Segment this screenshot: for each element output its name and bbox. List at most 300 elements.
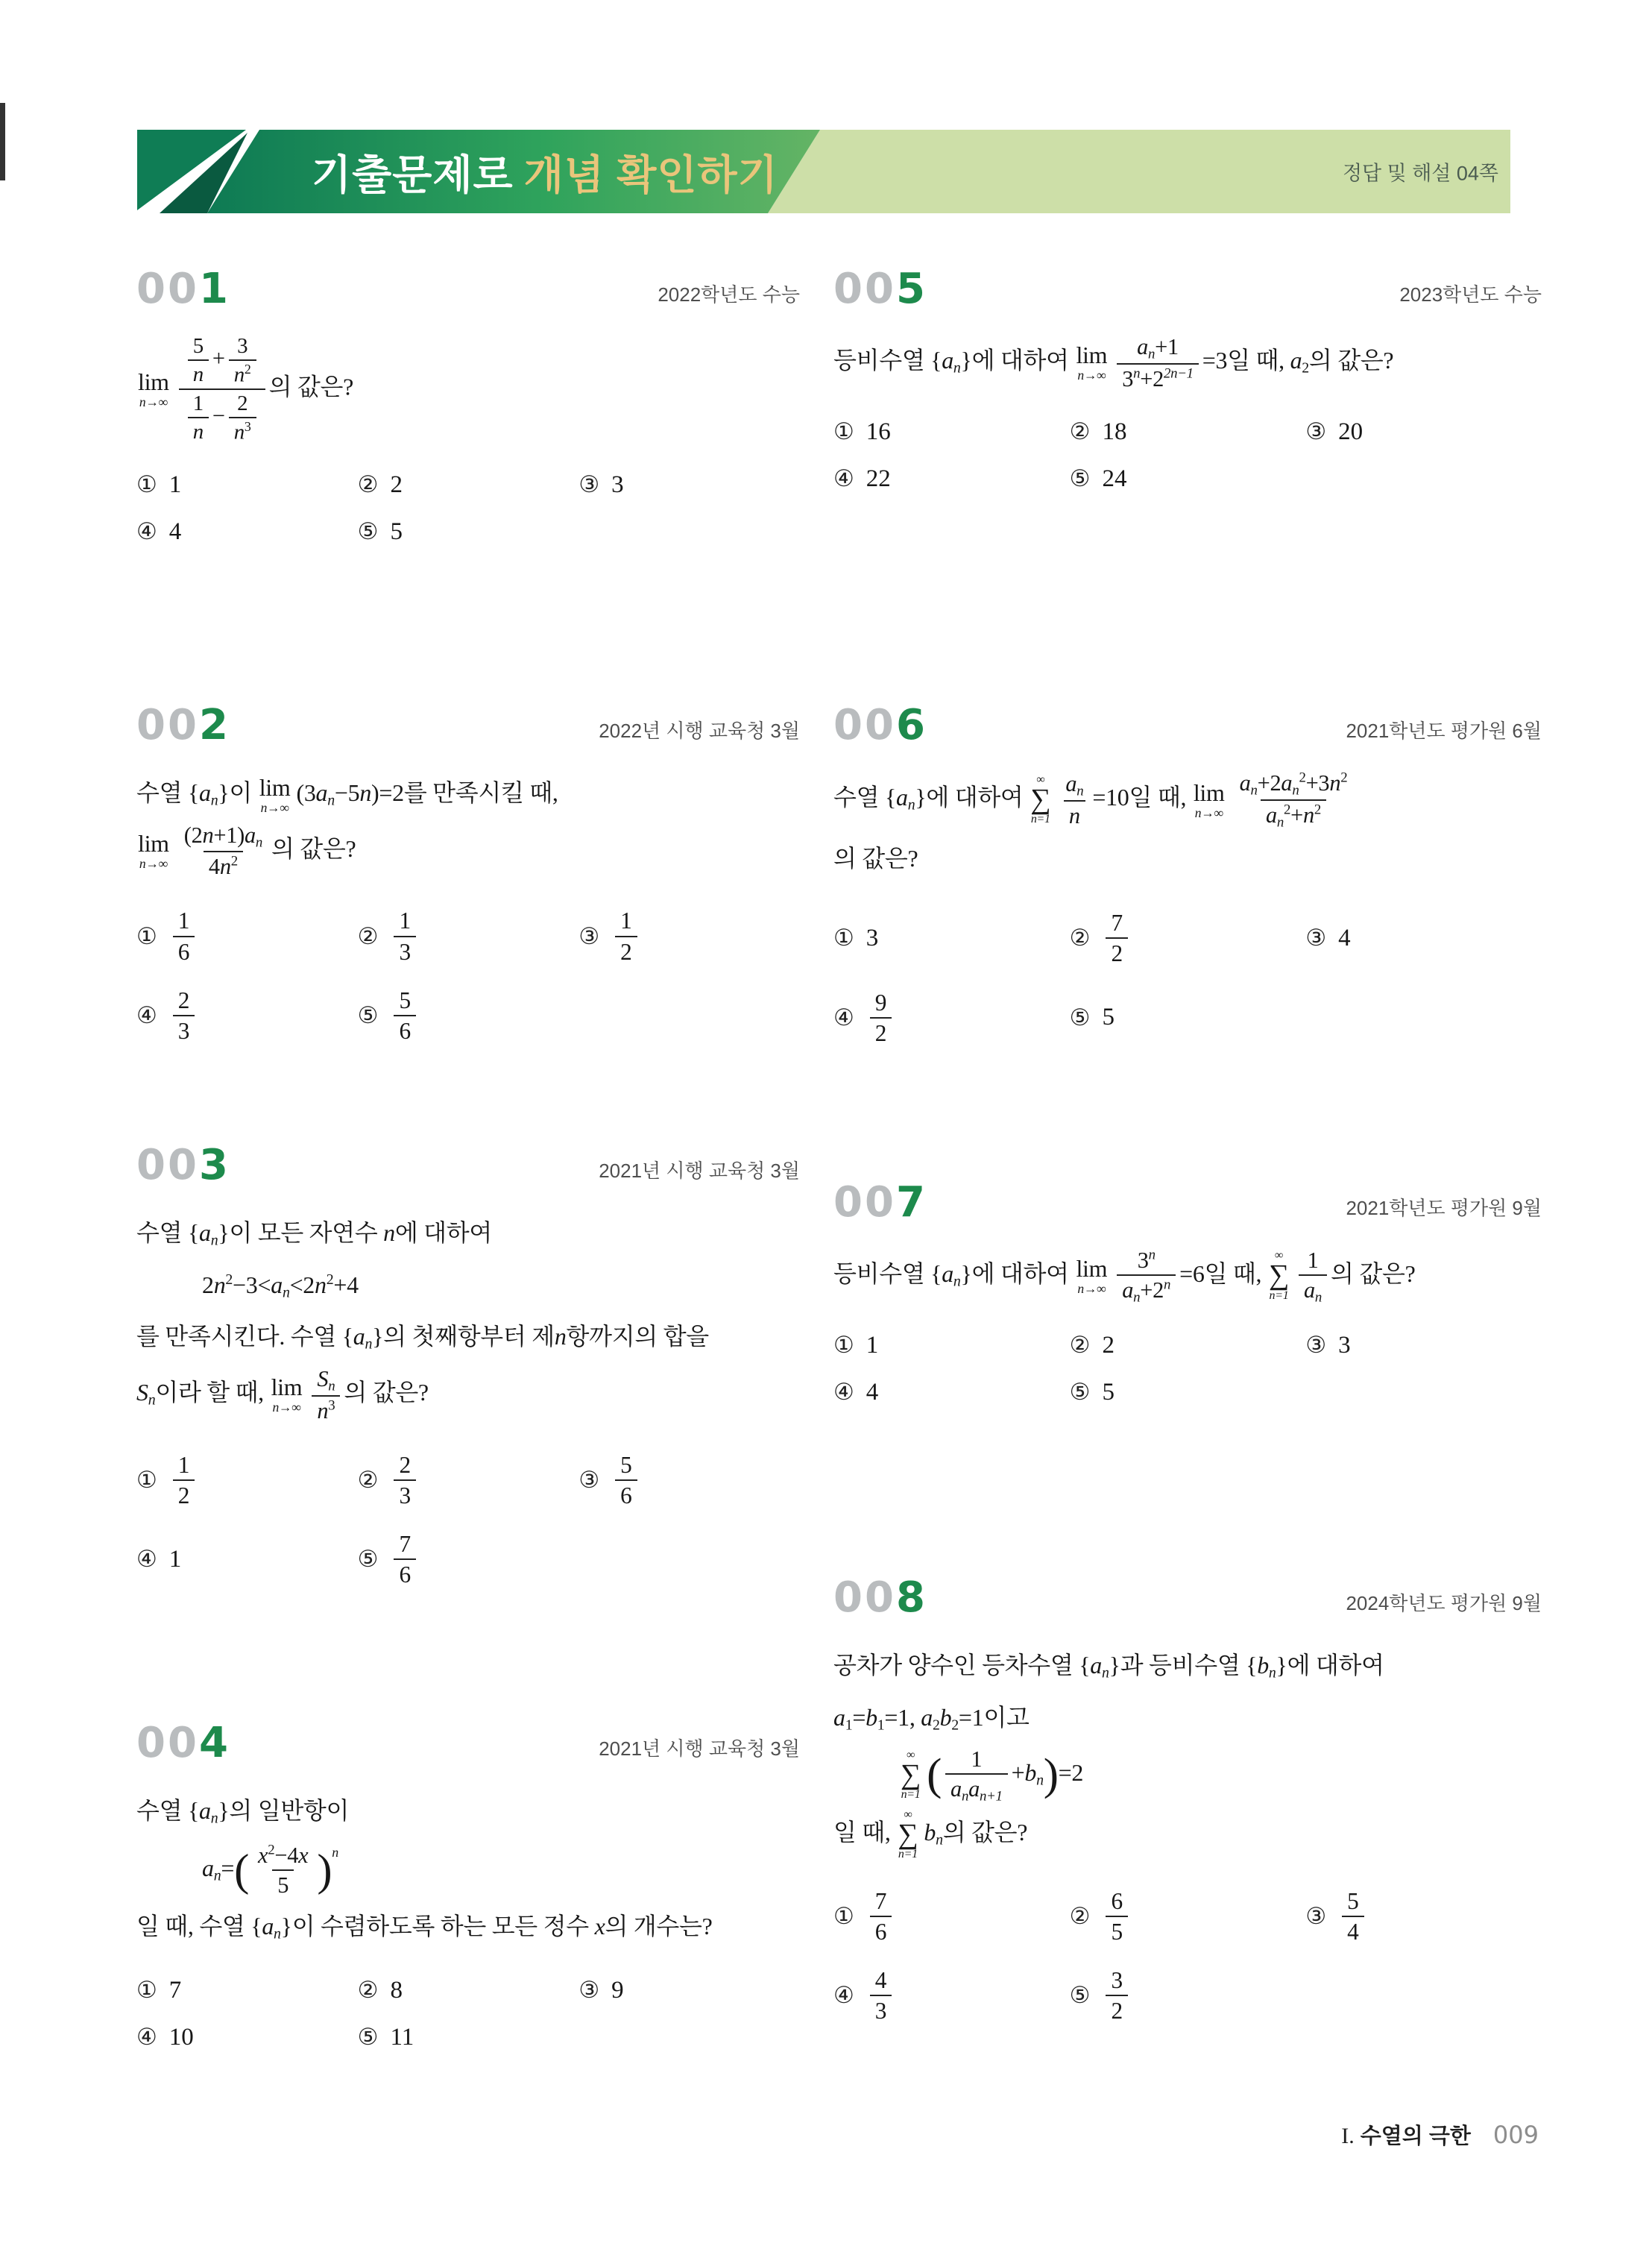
option-circled-number: ② [357, 922, 379, 950]
problem-line [833, 1808, 1542, 1861]
problem-line [136, 1209, 800, 1258]
problem-header [833, 265, 1542, 313]
math-limit [271, 1375, 303, 1415]
math-roman: 5 [1111, 1918, 1123, 1945]
math-sub: n [1148, 346, 1156, 362]
math-italic: x [594, 1913, 605, 1940]
math-italic: n [233, 362, 245, 387]
math-roman: +1) [213, 822, 245, 848]
fraction-numerator [394, 986, 416, 1015]
fraction-denominator [1261, 799, 1326, 831]
option [136, 518, 358, 546]
fraction-denominator [1299, 1274, 1327, 1306]
math-sub: 2 [951, 1717, 959, 1734]
problem-line [899, 1745, 1542, 1805]
problem-number-digit: 8 [895, 1573, 927, 1622]
option-value [1102, 1004, 1115, 1031]
option [1305, 418, 1542, 446]
option-circled-number: ⑤ [1069, 1004, 1091, 1031]
math-summation [898, 1809, 918, 1861]
option [358, 1977, 579, 2004]
option [833, 1966, 1070, 2025]
fraction-numerator [1132, 1246, 1161, 1274]
math-roman: 7 [399, 1530, 412, 1557]
text-run: 등비수열 [833, 1259, 931, 1287]
header-banner [0, 128, 1652, 215]
problem-005 [833, 265, 1542, 493]
option-circled-number: ② [357, 471, 379, 499]
problem-003 [136, 1141, 800, 1589]
option-value [390, 1450, 420, 1510]
math-roman: <2 [289, 1271, 315, 1298]
big-parenthesis: ) [1043, 1749, 1059, 1800]
math-italic: n [192, 420, 204, 444]
math-italic: n [1068, 803, 1080, 829]
option [358, 471, 579, 499]
math-italic: a [1090, 1652, 1102, 1679]
math-italic: a [1239, 770, 1251, 796]
problem-number-digit: 2 [198, 701, 230, 749]
option-value [1338, 1887, 1368, 1946]
math-roman: 16 [866, 418, 891, 445]
math-summation [901, 1749, 921, 1802]
fraction-numerator [615, 906, 637, 935]
text-run: 의 일반항이 [229, 1797, 350, 1824]
math-sup: n [1133, 365, 1141, 382]
math-roman: +4 [333, 1271, 359, 1298]
option [1070, 908, 1306, 968]
option [1305, 908, 1542, 968]
option-value [390, 1529, 420, 1589]
fraction-denominator [1106, 1916, 1128, 1946]
math-fraction [1106, 1887, 1128, 1946]
option-circled-number: ② [1069, 418, 1091, 446]
sum-lower: n=1 [1030, 813, 1050, 826]
fraction-numerator [1060, 770, 1088, 800]
math-roman: +2 [1140, 1277, 1164, 1303]
option-value [1102, 1332, 1115, 1359]
math-sub: n [210, 1232, 218, 1249]
problem-options [833, 1887, 1542, 2026]
math-sub: n [907, 796, 915, 814]
problem-line [136, 1365, 800, 1425]
page-footer [1341, 2119, 1539, 2150]
option-circled-number: ③ [1305, 925, 1327, 952]
problem-line [202, 1261, 800, 1310]
math-fraction [179, 821, 268, 881]
math-sup: 2 [225, 1271, 233, 1288]
option-value [390, 2024, 414, 2051]
problem-options [833, 1332, 1542, 1406]
fraction-denominator [312, 1395, 340, 1425]
text-run: 의 값은? [268, 373, 354, 400]
text-run: 일 때, [1129, 784, 1192, 811]
math-fraction [1299, 1246, 1327, 1306]
math-sup: 2 [1299, 770, 1306, 786]
math-fraction [1060, 770, 1088, 830]
math-sub: n [210, 792, 218, 809]
option-circled-number: ① [833, 418, 854, 446]
fraction-numerator [173, 986, 195, 1015]
math-roman: =1, [884, 1703, 921, 1731]
math-italic: n [359, 779, 372, 806]
option-circled-number: ④ [136, 1546, 157, 1573]
text-run: 에 대하여 [971, 346, 1075, 374]
math-fraction [179, 333, 265, 446]
problem-001 [136, 265, 800, 546]
math-fraction [188, 333, 209, 388]
math-italic: a [950, 1776, 962, 1802]
math-sub: 2 [1302, 359, 1309, 377]
math-roman: 7 [1111, 910, 1123, 937]
option [833, 465, 1070, 493]
math-italic: b [924, 1819, 936, 1846]
math-roman: { [1079, 1652, 1091, 1679]
math-roman: 1 [1307, 1248, 1319, 1273]
math-roman: 7 [168, 1976, 182, 2004]
math-sup: 2n−1 [1164, 365, 1194, 382]
math-roman: 5 [399, 987, 412, 1013]
text-run: 일 때, [833, 1819, 897, 1846]
math-sup: 2 [268, 1842, 275, 1858]
option [136, 1529, 358, 1589]
big-parenthesis: ) [317, 1845, 332, 1896]
text-run: 의 값은? [271, 834, 356, 862]
problem-source-label: 2022년 시행 교육청 3월 [599, 720, 800, 742]
big-parenthesis: ( [234, 1845, 250, 1896]
math-roman: =1 [958, 1703, 984, 1731]
option-value [1102, 1966, 1132, 2025]
footer-chapter-roman: I. [1341, 2124, 1355, 2148]
math-sub: n [210, 1810, 218, 1827]
text-run: 항까지의 합을 [566, 1323, 709, 1350]
fraction-numerator [253, 1841, 313, 1869]
option-value [1338, 418, 1363, 446]
math-fraction [870, 1887, 892, 1946]
text-run: 에 대하여 [971, 1259, 1075, 1287]
math-roman: =6 [1179, 1259, 1205, 1287]
option-value [866, 418, 891, 446]
math-roman: 4 [866, 1378, 879, 1406]
math-italic: a [921, 1703, 933, 1731]
fraction-numerator [1106, 908, 1128, 937]
problem-body [136, 333, 800, 446]
math-roman: − [212, 403, 225, 429]
fraction-denominator [394, 936, 416, 966]
math-sub: n [953, 359, 961, 377]
math-roman: 1 [168, 471, 182, 498]
option [358, 986, 579, 1045]
math-fraction [1235, 769, 1353, 831]
text-run: 이라 할 때, [155, 1378, 270, 1406]
option-circled-number: ② [1069, 1902, 1091, 1930]
math-roman: +1 [1155, 334, 1179, 359]
fraction-numerator [1342, 1887, 1364, 1916]
fraction-denominator [615, 1479, 637, 1510]
limit-label: lim [1193, 778, 1225, 806]
problem-line [833, 333, 1542, 393]
math-sub: n [255, 834, 262, 850]
option-circled-number: ① [833, 1332, 854, 1359]
math-roman: 18 [1102, 418, 1127, 445]
option-value [866, 1379, 879, 1406]
math-italic: a [271, 1271, 283, 1298]
option [358, 906, 579, 966]
sum-sigma: ∑ [1030, 783, 1051, 815]
fraction-numerator [394, 906, 416, 935]
math-roman: 24 [1102, 465, 1127, 492]
problem-number [833, 1178, 927, 1227]
math-roman: 2 [1102, 1331, 1115, 1359]
math-roman: 3 [874, 1998, 887, 2025]
footer-page-number: 009 [1492, 2121, 1539, 2149]
limit-subscript: n→∞ [272, 1399, 301, 1415]
fraction-numerator [1302, 1246, 1324, 1274]
math-roman: 2 [390, 471, 403, 498]
math-roman: 2 [177, 987, 190, 1013]
math-italic: a [199, 1797, 211, 1824]
math-roman: 3 [866, 924, 879, 951]
text-run: 에 대하여 [394, 1219, 493, 1246]
option [358, 2024, 579, 2051]
math-roman: { [187, 1219, 199, 1246]
text-run: 일 때, 수열 [136, 1913, 251, 1940]
option-circled-number: ① [833, 925, 854, 952]
math-sup: 3 [244, 419, 251, 435]
math-roman: 6 [874, 1918, 887, 1945]
problem-number [833, 701, 927, 749]
math-italic: n [317, 1397, 329, 1423]
math-roman: 3 [177, 1017, 190, 1044]
text-run: 의 값은? [1331, 1259, 1416, 1287]
option-value [169, 1546, 182, 1573]
math-italic: a [1122, 1277, 1134, 1303]
text-run: 일 때, [1227, 346, 1290, 374]
math-roman: 2 [237, 391, 248, 415]
problem-source-label: 2023학년도 수능 [1399, 283, 1542, 306]
option-circled-number: ⑤ [1069, 1379, 1091, 1406]
math-limit [138, 370, 169, 409]
problem-header [136, 1141, 800, 1189]
math-fraction [173, 986, 195, 1045]
math-sup: 2 [244, 362, 251, 377]
fraction-denominator [394, 1015, 416, 1045]
problem-header [136, 265, 800, 313]
math-fraction [1342, 1887, 1364, 1946]
math-sub: n [365, 1336, 373, 1353]
math-sub: n [953, 1273, 961, 1290]
math-italic: a [942, 1259, 953, 1287]
math-roman: 1 [192, 391, 204, 416]
math-fraction [870, 1966, 892, 2025]
option [358, 518, 579, 546]
fraction-numerator [179, 821, 268, 852]
option-circled-number: ③ [578, 471, 600, 499]
math-roman: −4 [274, 1843, 299, 1869]
option [136, 906, 358, 966]
problem-number [136, 1141, 230, 1189]
math-roman: (3 [296, 779, 316, 806]
sum-lower: n=1 [1269, 1289, 1289, 1302]
math-roman: 6 [1111, 1887, 1123, 1914]
math-roman: 3 [611, 471, 624, 498]
problem-008 [833, 1573, 1542, 2025]
fraction-denominator [179, 388, 265, 446]
option-value [866, 465, 891, 493]
fraction-denominator [173, 936, 195, 966]
option-circled-number: ③ [1305, 1902, 1327, 1930]
problem-options [833, 908, 1542, 1048]
math-roman: + [1290, 802, 1303, 828]
problem-number [833, 265, 927, 313]
math-roman: } [1109, 1652, 1120, 1679]
problem-body [833, 769, 1542, 883]
option-circled-number: ② [1069, 925, 1091, 952]
fraction-denominator [188, 359, 209, 388]
text-run: 를 만족시킬 때, [403, 779, 558, 806]
math-roman: 20 [1338, 418, 1363, 445]
problem-line [136, 1787, 800, 1836]
math-roman: 2 [1111, 1998, 1123, 2025]
option [833, 1887, 1070, 1946]
fraction-numerator [188, 333, 209, 359]
math-limit [1193, 778, 1225, 820]
banner-title-gold: 개념 확인하기 [523, 151, 778, 198]
sum-sigma: ∑ [901, 1758, 921, 1790]
math-italic: x [298, 1843, 309, 1869]
problem-source-label: 2024학년도 평가원 9월 [1346, 1592, 1542, 1614]
problem-line [202, 1839, 800, 1900]
fraction-denominator [870, 1017, 892, 1048]
problem-number-prefix: 00 [833, 1178, 896, 1227]
option [136, 986, 358, 1045]
option [833, 418, 1070, 446]
fraction-denominator [1106, 1995, 1128, 2025]
math-sub: n [1276, 814, 1284, 831]
text-run: 공차가 양수인 등차수열 [833, 1652, 1079, 1679]
fraction-numerator [1132, 333, 1184, 363]
math-roman: −3< [233, 1271, 271, 1298]
math-italic: a [942, 346, 953, 374]
math-italic: a [968, 1776, 980, 1802]
math-roman: 2 [620, 938, 632, 965]
problem-options [136, 906, 800, 1045]
math-italic: n [554, 1323, 567, 1350]
text-run: 이고 [983, 1703, 1030, 1731]
fraction-denominator [870, 1995, 892, 2025]
option-value [169, 1450, 199, 1510]
problem-line [833, 1246, 1542, 1306]
math-italic: a [1281, 770, 1293, 796]
option-circled-number: ⑤ [357, 518, 379, 546]
problem-body [833, 1246, 1542, 1306]
math-fraction [173, 906, 195, 966]
option-circled-number: ② [1069, 1332, 1091, 1359]
problem-body [136, 769, 800, 881]
text-run: 이 모든 자연수 [229, 1219, 384, 1246]
fraction-numerator [232, 390, 253, 417]
math-summation [1269, 1250, 1289, 1302]
option [833, 908, 1070, 968]
fraction-denominator [1342, 1916, 1364, 1946]
math-roman: 9 [611, 1976, 624, 2004]
fraction-denominator [272, 1869, 294, 1899]
fraction-denominator [204, 851, 243, 881]
option-circled-number: ① [136, 471, 157, 499]
limit-subscript: n→∞ [260, 800, 289, 816]
math-roman: 5 [1347, 1887, 1359, 1914]
math-sub: n [1133, 1289, 1141, 1306]
math-italic: S [136, 1378, 148, 1406]
option-value [866, 1887, 896, 1946]
fraction-numerator [394, 1450, 416, 1479]
math-fraction [394, 1450, 416, 1510]
math-roman: { [187, 779, 199, 806]
option [1305, 1332, 1542, 1359]
problem-line [833, 769, 1542, 831]
limit-label: lim [1076, 1255, 1108, 1283]
problem-number-prefix: 00 [833, 265, 896, 313]
math-sub: n [328, 1378, 335, 1394]
math-italic: b [1024, 1758, 1037, 1786]
problem-line [136, 821, 800, 881]
math-roman: 4 [874, 1967, 887, 1994]
option-circled-number: ③ [578, 1466, 600, 1494]
math-roman: 8 [390, 1976, 403, 2004]
option [578, 471, 800, 499]
option-value [390, 471, 403, 499]
text-run: 등비수열 [833, 346, 931, 374]
fraction-numerator [615, 1450, 637, 1479]
problem-header [136, 1719, 800, 1767]
problem-options [136, 1450, 800, 1590]
fraction-numerator [188, 390, 209, 417]
math-roman: 5 [192, 334, 204, 359]
math-sub: n [274, 1925, 281, 1942]
math-roman: { [930, 346, 942, 374]
math-sub: n [1076, 783, 1084, 799]
option-circled-number: ⑤ [1069, 465, 1091, 493]
math-roman: 3 [237, 334, 248, 358]
math-roman: } [960, 1259, 972, 1287]
math-roman: { [187, 1797, 199, 1824]
problem-body [136, 1209, 800, 1425]
math-sup: 2 [1284, 802, 1291, 818]
math-roman: 3 [1122, 365, 1134, 391]
sum-sigma: ∑ [898, 1818, 918, 1850]
math-roman: 3 [1137, 1248, 1149, 1273]
option-circled-number: ④ [833, 1379, 854, 1406]
text-run: 에 대하여 [1287, 1652, 1384, 1679]
math-roman: 1 [866, 1331, 879, 1359]
math-roman: } [372, 1323, 384, 1350]
option-value [1102, 418, 1126, 446]
math-roman: 6 [177, 938, 190, 965]
problem-line [833, 1641, 1542, 1690]
text-run: 수열 [136, 1797, 188, 1824]
answer-page-note: 정답 및 해설 04쪽 [1342, 162, 1498, 185]
option-value [1102, 908, 1132, 968]
math-sup: n [332, 1844, 338, 1860]
math-roman: 5 [390, 518, 403, 545]
math-fraction [394, 1529, 416, 1589]
problem-header [136, 701, 800, 749]
problem-body [136, 1787, 800, 1951]
math-fraction [945, 1745, 1008, 1805]
math-sup: 3 [328, 1397, 335, 1414]
math-roman: 1 [399, 907, 412, 934]
problem-source-label: 2021년 시행 교육청 3월 [599, 1737, 800, 1760]
